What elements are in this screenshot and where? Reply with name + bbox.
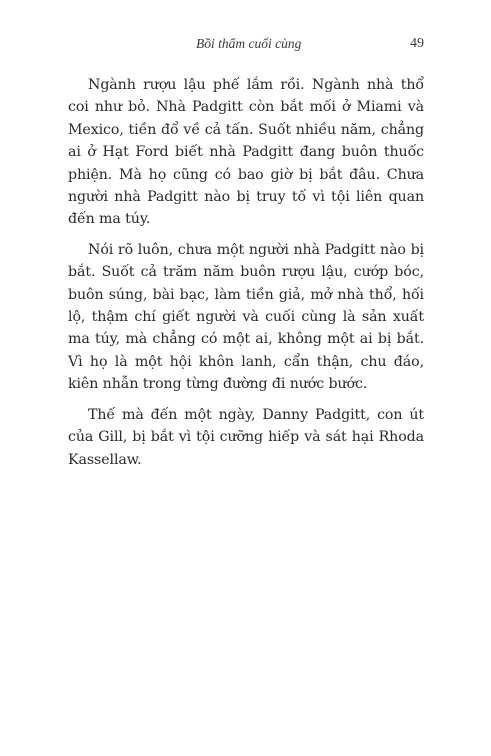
- running-header: [0, 36, 491, 56]
- paragraph-1: Ngành rượu lậu phế lắm rồi. Ngành nhà thổ coi như bỏ. Nhà Padgitt còn bắt mối ở Miami và Mexico, tiền đổ về cả tấn. Suốt nhiều năm, chẳng ai ở Hạt Ford biết nhà Padgitt đang buôn thuốc phiện. Mà họ cũng có bao giờ bị bắt đâu. Chưa người nhà Padgitt nào bị truy tố vì tội liên quan đến ma túy.: [68, 77, 424, 228]
- running-title: Bồi thẩm cuối cùng: [196, 36, 302, 51]
- page-number: 49: [410, 36, 424, 51]
- body-text: [68, 74, 424, 479]
- paragraph-2: Nói rõ luôn, chưa một người nhà Padgitt nào bị bắt. Suốt cả trăm năm buôn rượu lậu, cướp bóc, buôn súng, bài bạc, làm tiền giả, mở nhà thổ, hối lộ, thậm chí giết người và cuối cùng là sản xuất ma túy, mà chẳng có một ai, không một ai bị bắt. Vì họ là một hội khôn lanh, cẩn thận, chu đáo, kiên nhẫn trong từng đường đi nước bước.: [68, 241, 424, 393]
- paragraph-3: Thế mà đến một ngày, Danny Padgitt, con út của Gill, bị bắt vì tội cưỡng hiếp và sát hại Rhoda Kassellaw.: [68, 406, 424, 468]
